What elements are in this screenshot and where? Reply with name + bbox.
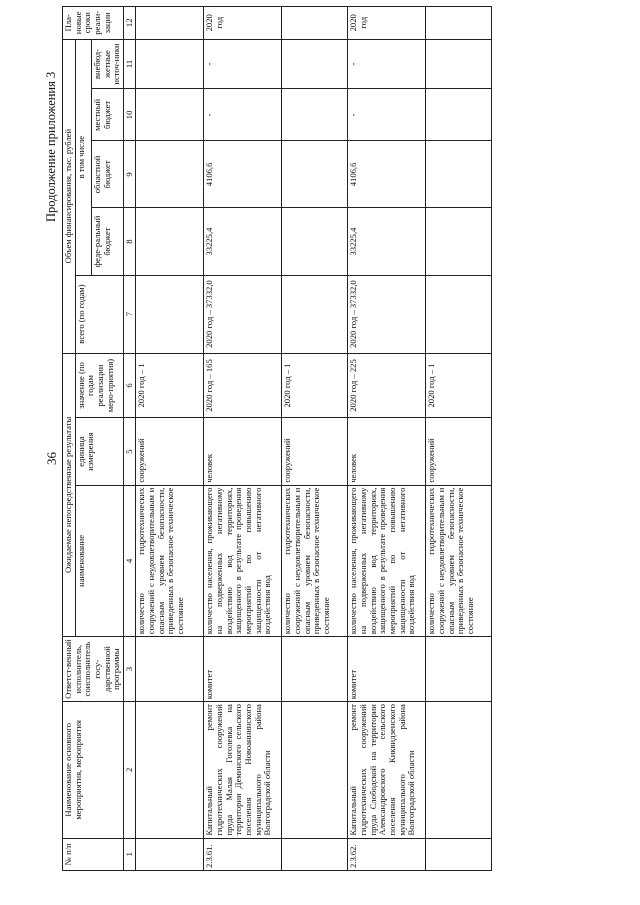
index-cell: 8 bbox=[123, 208, 136, 275]
row-total bbox=[136, 275, 204, 353]
row-deadline: 2020 год bbox=[204, 7, 282, 40]
program-table bbox=[62, 6, 492, 871]
header-deadline: Пла-новые сроки реали-зации bbox=[63, 7, 124, 40]
header-results: Ожидаемые непосредственные результаты bbox=[63, 353, 76, 637]
index-cell: 11 bbox=[123, 39, 136, 89]
header-result-name: наименование bbox=[75, 485, 123, 637]
row-name bbox=[426, 702, 492, 838]
table-row bbox=[426, 7, 492, 871]
row-deadline bbox=[136, 7, 204, 40]
page-number: 36 bbox=[44, 452, 59, 465]
header-result-value: значение (по годам реализации меро-приятия) bbox=[75, 353, 123, 418]
row-num: 2.3.61. bbox=[204, 838, 282, 870]
row-num bbox=[282, 838, 348, 870]
row-responsible: комитет bbox=[204, 637, 282, 702]
index-cell: 4 bbox=[123, 485, 136, 637]
row-result-unit: человек bbox=[204, 418, 282, 485]
index-cell: 1 bbox=[123, 838, 136, 870]
header-total: всего (по годам) bbox=[75, 275, 123, 353]
row-offbudget: - bbox=[204, 39, 282, 89]
row-result-unit: человек bbox=[348, 418, 426, 485]
header-responsible: Ответст-венный исполнитель, соисполнитель госу-дарственной программы bbox=[63, 637, 124, 702]
row-federal: 33225,4 bbox=[204, 208, 282, 275]
table-row bbox=[348, 7, 426, 871]
row-regional: 4106,6 bbox=[348, 141, 426, 208]
row-deadline bbox=[426, 7, 492, 40]
row-result-name: количество гидротехнических сооружений с неудовлетворительным и опасным уровнем безопасности, приведенных в безопасное техническое состояние bbox=[426, 485, 492, 637]
header-federal: феде-ральный бюджет bbox=[91, 208, 123, 275]
row-name bbox=[136, 702, 204, 838]
row-regional bbox=[282, 141, 348, 208]
row-total bbox=[282, 275, 348, 353]
index-cell: 12 bbox=[123, 7, 136, 40]
row-num: 2.3.62. bbox=[348, 838, 426, 870]
row-responsible: комитет bbox=[348, 637, 426, 702]
table-row bbox=[282, 7, 348, 871]
row-num bbox=[136, 838, 204, 870]
row-regional: 4106,6 bbox=[204, 141, 282, 208]
row-local bbox=[282, 89, 348, 141]
header-result-unit: единица измерения bbox=[75, 418, 123, 485]
row-local: - bbox=[204, 89, 282, 141]
row-deadline: 2020 год bbox=[348, 7, 426, 40]
row-offbudget bbox=[426, 39, 492, 89]
column-index-row bbox=[123, 7, 136, 871]
row-federal bbox=[282, 208, 348, 275]
row-regional bbox=[426, 141, 492, 208]
row-deadline bbox=[282, 7, 348, 40]
header-name: Наименование основного мероприятия, мероприятия bbox=[63, 702, 124, 838]
row-num bbox=[426, 838, 492, 870]
row-result-value: 2020 год – 1 bbox=[426, 353, 492, 418]
table-row bbox=[204, 7, 282, 871]
row-offbudget bbox=[136, 39, 204, 89]
index-cell: 10 bbox=[123, 89, 136, 141]
row-name: Капитальный ремонт гидротехнических сооружений пруда Малая Гоголевка на территории Деминского сельского поселения Новоаннинского муниципального района Волгоградской области bbox=[204, 702, 282, 838]
index-cell: 7 bbox=[123, 275, 136, 353]
header-local: местный бюджет bbox=[91, 89, 123, 141]
header-offbudget: внебюд-жетные источ-ники bbox=[91, 39, 123, 89]
row-result-name: количество гидротехнических сооружений с неудовлетворительным и опасным уровнем безопасности, приведенных в безопасное техническое состояние bbox=[282, 485, 348, 637]
row-result-unit: сооружений bbox=[426, 418, 492, 485]
row-result-value: 2020 год – 1 bbox=[282, 353, 348, 418]
header-regional: областной бюджет bbox=[91, 141, 123, 208]
header-finance: Объем финансирования, тыс. рублей bbox=[63, 39, 76, 353]
row-local bbox=[426, 89, 492, 141]
row-result-value: 2020 год – 1 bbox=[136, 353, 204, 418]
row-responsible bbox=[136, 637, 204, 702]
row-local: - bbox=[348, 89, 426, 141]
row-name: Капитальный ремонт гидротехнических сооружений пруда Слободской на территории Александровского сельского поселения Киквидзенского муниципального района Волгоградской области bbox=[348, 702, 426, 838]
row-result-unit: сооружений bbox=[136, 418, 204, 485]
row-federal: 33225,4 bbox=[348, 208, 426, 275]
continuation-label: Продолжение приложения 3 bbox=[44, 71, 58, 222]
index-cell: 2 bbox=[123, 702, 136, 838]
row-result-name: количество населения, проживающего на подверженных негативному воздействию вод территориях, защищенного в результате проведения мероприятий по повышению защищенности от негативного воздействия вод bbox=[348, 485, 426, 637]
row-offbudget: - bbox=[348, 39, 426, 89]
index-cell: 5 bbox=[123, 418, 136, 485]
row-offbudget bbox=[282, 39, 348, 89]
index-cell: 3 bbox=[123, 637, 136, 702]
row-federal bbox=[426, 208, 492, 275]
row-regional bbox=[136, 141, 204, 208]
row-local bbox=[136, 89, 204, 141]
table-row bbox=[136, 7, 204, 871]
row-result-value: 2020 год – 225 bbox=[348, 353, 426, 418]
row-result-name: количество гидротехнических сооружений с неудовлетворительным и опасным уровнем безопасности, приведенных в безопасное техническое состояние bbox=[136, 485, 204, 637]
header-row-1 bbox=[63, 7, 76, 871]
row-total bbox=[426, 275, 492, 353]
row-result-unit: сооружений bbox=[282, 418, 348, 485]
header-including: в том числе bbox=[75, 39, 91, 275]
row-result-name: количество населения, проживающего на подверженных негативному воздействию вод территориях, защищенного в результате проведения мероприятий по повышению защищенности от негативного воздействия вод bbox=[204, 485, 282, 637]
row-total: 2020 год – 37332,0 bbox=[204, 275, 282, 353]
row-name bbox=[282, 702, 348, 838]
row-federal bbox=[136, 208, 204, 275]
row-result-value: 2020 год – 165 bbox=[204, 353, 282, 418]
row-total: 2020 год – 37332,0 bbox=[348, 275, 426, 353]
index-cell: 6 bbox=[123, 353, 136, 418]
row-responsible bbox=[426, 637, 492, 702]
header-num: № п/п bbox=[63, 838, 124, 870]
row-responsible bbox=[282, 637, 348, 702]
index-cell: 9 bbox=[123, 141, 136, 208]
